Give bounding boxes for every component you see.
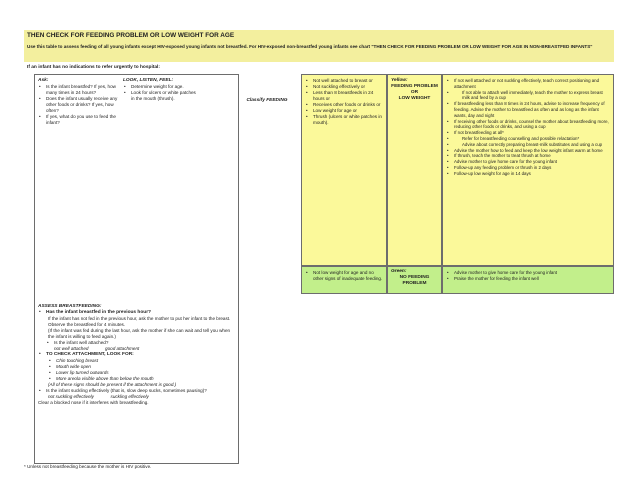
classification-name: FEEDING PROBLEM: [391, 84, 438, 89]
classification-title: Yellow:: [391, 78, 408, 83]
sign-item: • Less than 8 breastfeeds in 24 hours or: [311, 90, 383, 102]
assess-question: • Has the infant breastfed in the previous hour?: [44, 310, 236, 316]
treatment-item: • If thrush, teach the mother to treat thrush at home: [452, 153, 610, 159]
sign-item: • Low weight for age or: [311, 108, 383, 114]
sign-item: • Not low weight for age and no other signs of inadequate feeding.: [311, 270, 383, 282]
classify-label: Classify FEEDING: [246, 98, 288, 103]
assessment-box: [34, 74, 239, 464]
ask-item: • Is the infant breastfed? If yes, how many times in 24 hours?: [44, 84, 122, 96]
assess-paragraph: If the infant has not fed in the previous hour, ask the mother to put her infant to the breast. Observe the breastfeed for 4 minutes.: [48, 316, 231, 327]
clear-nose-note: Clear a blocked nose if it interferes with breastfeeding.: [38, 400, 149, 405]
green-treatment-cell: [442, 266, 614, 294]
treatment-item: • Advise mother to give home care for the young infant: [452, 159, 610, 165]
check-item: • Lower lip turned outwards: [54, 370, 236, 376]
option-good-attachment: good attachment: [105, 346, 140, 351]
option-suckling: suckling effectively: [110, 394, 149, 399]
yellow-signs-cell: [301, 74, 387, 266]
treatment-item: • Advise mother to give home care for the young infant: [452, 270, 610, 276]
footnote: * Unless not breastfeeding because the mother is HIV positive.: [24, 464, 152, 469]
assess-paragraph: (If the infant was fed during the last hour, ask the mother if she can wait and tell you when the infant is willing to feed again.): [48, 328, 231, 339]
classification-name: PROBLEM: [402, 281, 427, 286]
check-note: (All of these signs should be present if the attachment is good.): [48, 382, 177, 387]
sign-item: • Thrush (ulcers or white patches in mouth).: [311, 114, 383, 126]
check-item: • More areola visible above than below the mouth: [54, 376, 236, 382]
feeding-chart: [24, 30, 616, 470]
check-item: • Chin touching breast: [54, 358, 236, 364]
chart-title: THEN CHECK FOR FEEDING PROBLEM OR LOW WEIGHT FOR AGE: [24, 30, 614, 42]
ask-item: • If yes, what do you use to feed the infant?: [44, 114, 122, 126]
assess-heading: ASSESS BREASTFEEDING:: [38, 304, 102, 309]
look-item: • Look for ulcers or white patches in the mouth (thrush).: [129, 90, 197, 102]
treatment-item: • If not well attached or not suckling effectively, teach correct positioning and attachment: [452, 78, 610, 90]
yellow-classification-cell: [387, 74, 442, 266]
sign-item: • Not well attached to breast or: [311, 78, 383, 84]
look-item: • Determine weight for age.: [129, 84, 197, 90]
check-heading: • TO CHECK ATTACHMENT, LOOK FOR:: [44, 352, 236, 358]
treatment-item: • Advise the mother how to feed and keep the low weight infant warm at home: [452, 148, 610, 154]
treatment-subitem: • Advise about correctly preparing breast-milk substitutes and using a cup: [452, 142, 610, 148]
sign-item: • Receives other foods or drinks or: [311, 102, 383, 108]
classification-name: OR: [410, 90, 419, 95]
look-heading: LOOK, LISTEN, FEEL:: [123, 78, 174, 83]
treatment-item: • If not breastfeeding at all*: [452, 130, 610, 136]
treatment-item: • Follow-up low weight for age in 14 days: [452, 171, 610, 177]
treatment-item: • Praise the mother for feeding the infant well: [452, 276, 610, 282]
option-not-suckling: not suckling effectively: [48, 394, 94, 399]
ask-item: • Does the infant usually receive any other foods or drinks? If yes, how often?: [44, 96, 122, 114]
ask-heading: Ask:: [38, 78, 49, 83]
ask-column: [38, 78, 122, 126]
assess-question: • Is the infant well attached?: [52, 340, 236, 346]
treatment-subitem: • Refer for breastfeeding counselling and possible relactation*: [452, 136, 610, 142]
sign-item: • Not suckling effectively or: [311, 84, 383, 90]
assess-question: • Is the infant suckling effectively (that is, slow deep sucks, sometimes pausing)?: [44, 388, 236, 394]
treatment-subitem: • If not able to attach well immediately, teach the mother to express breast milk and feed by a cup: [452, 90, 610, 102]
chart-intro: Use this table to assess feeding of all young infants except HIV-exposed young infants not breastfed. For HIV-exposed non-breastfed young infants see chart "THEN CHECK FOR FEEDING PROBLEM OR LOW WEIGHT FOR AGE IN NON-BREASTFED INFANTS": [24, 42, 614, 62]
treatment-item: • If breastfeeding less than 8 times in 24 hours, advise to increase frequency of feeding. Advise the mother to breastfeed as often and as long as the infant wants, day and night: [452, 101, 610, 118]
green-signs-cell: [301, 266, 387, 294]
refer-note: If an infant has no indications to refer urgently to hospital:: [27, 65, 160, 70]
check-item: • Mouth wide open: [54, 364, 236, 370]
classification-name: LOW WEIGHT: [398, 96, 431, 101]
yellow-treatment-cell: [442, 74, 614, 266]
green-classification-cell: [387, 266, 442, 294]
assess-breastfeeding: [38, 304, 236, 406]
treatment-item: • Follow-up any feeding problem or thrush in 2 days: [452, 165, 610, 171]
look-column: [123, 78, 197, 102]
treatment-item: • If receiving other foods or drinks, counsel the mother about breastfeeding more, reducing other foods or drinks, and using a cup: [452, 119, 610, 131]
classification-name: NO FEEDING: [399, 275, 430, 280]
option-not-well-attached: not well attached: [54, 346, 89, 351]
classification-title: Green:: [391, 269, 407, 274]
